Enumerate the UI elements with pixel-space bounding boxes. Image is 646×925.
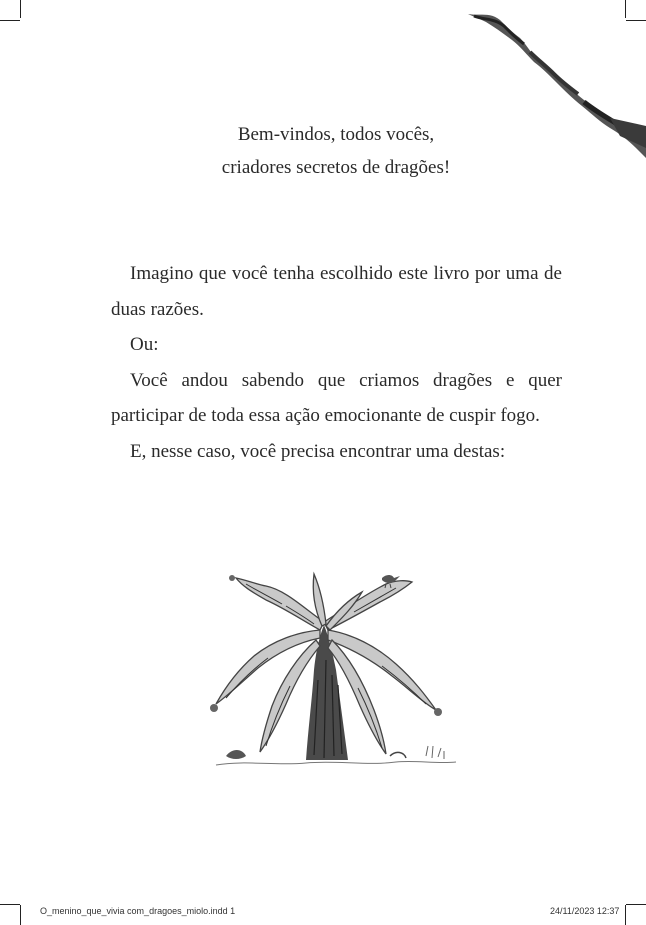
greeting-line-2: criadores secretos de dragões!: [221, 157, 451, 178]
crop-mark-bottom-left-h: [0, 904, 20, 905]
paragraph: Ou:: [130, 334, 159, 355]
crop-mark-bottom-right-h: [626, 904, 646, 905]
crop-mark-bottom-left-v: [20, 905, 21, 925]
footer-file-name: O_menino_que_vivia com_dragoes_miolo.indd 1: [40, 906, 236, 916]
crop-mark-top-left-h: [0, 20, 20, 21]
crop-mark-bottom-right-v: [625, 905, 626, 925]
paragraph: E, nesse caso, você precisa encontrar uma destas:: [130, 440, 506, 462]
body-text: [111, 256, 562, 469]
greeting-line-1: Bem-vindos, todos vocês,: [237, 124, 435, 145]
crop-mark-top-left-v: [20, 0, 21, 18]
paragraph: Imagino que você tenha escolhido este livro por uma de duas razões.: [111, 263, 562, 320]
dragon-plant-illustration: [186, 560, 466, 780]
footer-timestamp: 24/11/2023 12:37: [550, 906, 620, 916]
greeting-block: [0, 118, 646, 184]
paragraph: Você andou sabendo que criamos dragões e quer participar de toda essa ação emocionante de cuspir fogo.: [111, 369, 562, 426]
